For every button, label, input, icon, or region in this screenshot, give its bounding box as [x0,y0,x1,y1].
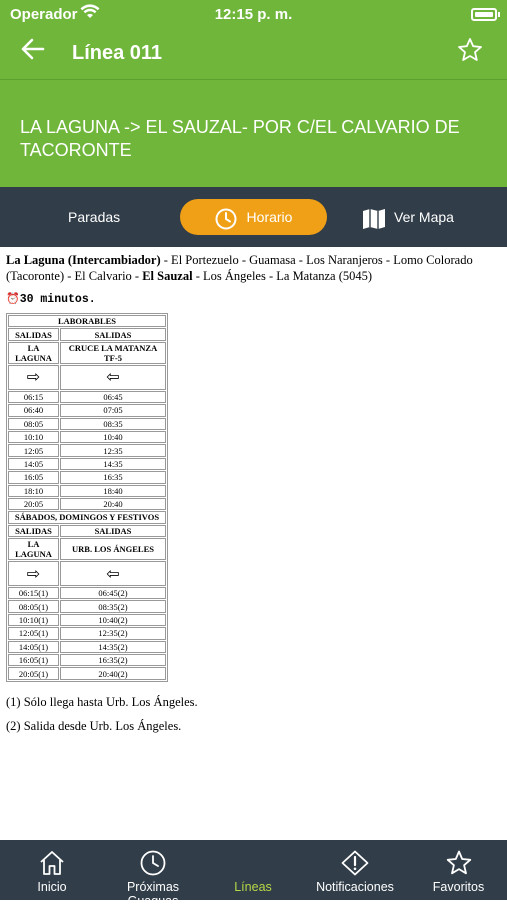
departure-time: 16:05(1) [8,654,59,666]
departure-time: 06:45 [60,391,166,403]
battery-icon [471,8,497,21]
table-row [8,600,166,612]
clock-icon [139,850,167,876]
page-title: Línea 011 [72,42,163,64]
lineas-icon-space [206,840,300,876]
departure-time: 16:05 [8,471,59,483]
left-arrow-icon: ⇦ [60,365,166,390]
weekday-salidas-1: SALIDAS [8,328,59,340]
table-row [8,471,166,483]
tabbar-notificaciones-label: Notificaciones [316,880,394,894]
weekday-origin: LA LAGUNA [8,342,59,364]
tabbar-inicio-label: Inicio [37,880,67,894]
tabbar-proximas-guaguas[interactable] [100,840,206,908]
departure-time: 06:45(2) [60,587,166,599]
stop-origin: La Laguna (Intercambiador) [6,253,161,267]
tab-ver-mapa[interactable] [362,199,454,235]
departure-time: 12:05(1) [8,627,59,639]
table-row [8,498,166,510]
tabbar-lineas-label: Líneas [234,880,272,894]
table-row [8,511,166,523]
stop-highlight: El Sauzal [142,269,193,283]
departure-time: 20:40 [60,498,166,510]
departure-time: 12:35 [60,444,166,456]
table-row [8,561,166,586]
weekday-destination: CRUCE LA MATANZA TF-5 [60,342,166,364]
departure-time: 16:35 [60,471,166,483]
table-row [8,444,166,456]
table-row [8,627,166,639]
tabbar-notificaciones[interactable] [300,840,410,900]
star-icon [445,850,473,876]
bottom-tab-bar [0,840,507,908]
departure-time: 10:40 [60,431,166,443]
table-row [8,458,166,470]
departure-time: 14:05(1) [8,641,59,653]
departure-time: 12:35(2) [60,627,166,639]
alert-icon [341,850,369,876]
weekday-salidas-2: SALIDAS [60,328,166,340]
tabbar-favoritos-label: Favoritos [432,880,485,894]
home-icon [38,850,66,876]
departure-time: 08:35(2) [60,600,166,612]
right-arrow-icon: ⇨ [8,365,59,390]
table-row [8,431,166,443]
departure-time: 14:35 [60,458,166,470]
tab-horario[interactable] [180,199,327,235]
weekend-origin: LA LAGUNA [8,538,59,560]
table-row [8,485,166,497]
departure-time: 18:10 [8,485,59,497]
weekend-title: SÁBADOS, DOMINGOS Y FESTIVOS [8,511,166,523]
departure-time: 16:35(2) [60,654,166,666]
departure-time: 12:05 [8,444,59,456]
departure-time: 14:35(2) [60,641,166,653]
table-row [8,418,166,430]
table-row [8,654,166,666]
departure-time: 07:05 [60,404,166,416]
stops-intermediate: - El Portezuelo - Guamasa - Los Naranjeros - Lomo Colorado (Tacoronte) - El Calvario - [6,253,473,283]
stops-final: - Los Ángeles - La Matanza (5045) [192,269,373,283]
table-row [8,614,166,626]
departure-time: 10:10(1) [8,614,59,626]
departure-time: 06:40 [8,404,59,416]
back-arrow-icon[interactable] [20,36,46,69]
tabbar-inicio[interactable] [0,840,104,900]
weekend-salidas-2: SALIDAS [60,525,166,537]
departure-time: 18:40 [60,485,166,497]
alarm-clock-icon: ⏰ [6,294,20,306]
departure-time: 08:05 [8,418,59,430]
table-row [8,667,166,679]
tabbar-lineas[interactable] [206,840,300,900]
departure-time: 08:35 [60,418,166,430]
frequency [6,292,500,306]
weekend-destination: URB. LOS ÁNGELES [60,538,166,560]
tab-ver-mapa-label: Ver Mapa [394,209,454,225]
map-icon [362,207,386,229]
tabbar-favoritos[interactable] [410,840,507,900]
nav-bar [0,30,507,80]
departure-time: 14:05 [8,458,59,470]
departure-time: 08:05(1) [8,600,59,612]
schedule-table [6,313,168,682]
frequency-text: 30 minutos. [19,293,96,306]
departure-time: 20:05(1) [8,667,59,679]
tab-horario-label: Horario [246,209,293,225]
note-2: (2) Salida desde Urb. Los Ángeles. [6,718,182,733]
right-arrow-icon: ⇨ [8,561,59,586]
route-name: LA LAGUNA -> EL SAUZAL- POR C/EL CALVARIO DE TACORONTE [20,117,460,160]
segment-tabs [0,187,507,247]
clock-icon [215,207,237,229]
departure-time: 20:40(2) [60,667,166,679]
route-header [0,80,507,187]
clock: 12:15 p. m. [214,6,293,23]
table-row [8,404,166,416]
left-arrow-icon: ⇦ [60,561,166,586]
carrier-label: Operador [10,6,78,23]
departure-time: 20:05 [8,498,59,510]
weekday-title: LABORABLES [8,315,166,327]
table-row [8,391,166,403]
weekend-salidas-1: SALIDAS [8,525,59,537]
departure-time: 10:40(2) [60,614,166,626]
favorite-star-icon[interactable] [457,37,483,70]
table-row [8,525,166,537]
departure-time: 06:15(1) [8,587,59,599]
departure-time: 10:10 [8,431,59,443]
stops-list [6,252,500,284]
schedule-content [6,252,500,734]
tabbar-proximas-label: Próximas Guaguas [126,880,180,908]
table-row [8,538,166,560]
note-1: (1) Sólo llega hasta Urb. Los Ángeles. [6,694,198,709]
status-bar [0,0,507,30]
tab-paradas[interactable]: Paradas [68,209,121,225]
table-row [8,587,166,599]
table-row [8,641,166,653]
departure-time: 06:15 [8,391,59,403]
